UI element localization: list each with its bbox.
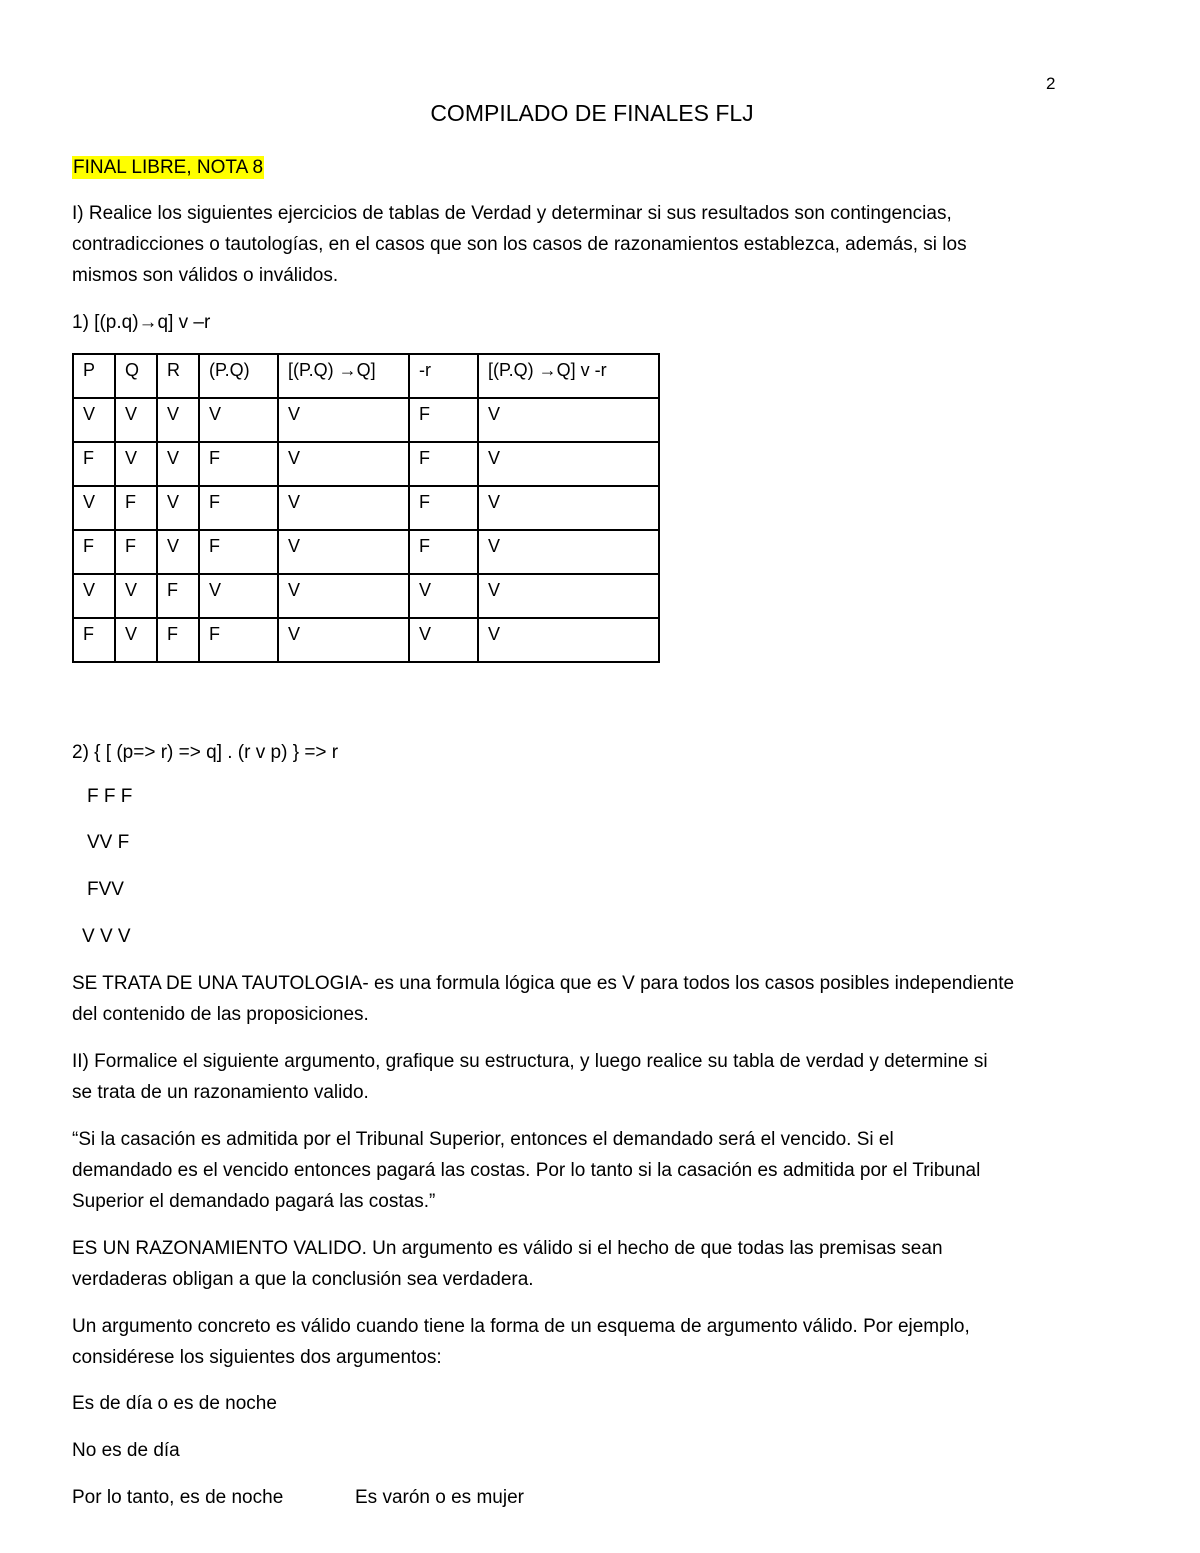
tautology-paragraph (72, 968, 1014, 1030)
intro-paragraph (72, 198, 967, 291)
paragraph-line: Un argumento concreto es válido cuando tiene la forma de un esquema de argumento válido. Por ejemplo, (72, 1316, 970, 1337)
table-cell: V (199, 574, 278, 618)
table-header-row (73, 354, 659, 398)
argument-line: No es de día (72, 1440, 180, 1461)
part-2-paragraph (72, 1046, 988, 1108)
argument-line: Por lo tanto, es de noche (72, 1487, 284, 1508)
paragraph-line: ES UN RAZONAMIENTO VALIDO. Un argumento es válido si el hecho de que todas las premisas sean (72, 1238, 943, 1259)
table-cell: V (115, 442, 157, 486)
paragraph-line: se trata de un razonamiento valido. (72, 1082, 369, 1103)
table-cell: V (73, 574, 115, 618)
table-cell: V (73, 398, 115, 442)
table-header: [(P.Q) →Q] (278, 354, 409, 398)
table-cell: V (199, 398, 278, 442)
table-cell: V (115, 398, 157, 442)
table-row (73, 574, 659, 618)
table-cell: F (199, 530, 278, 574)
table-cell: F (157, 618, 199, 662)
argument-2-line: Es varón o es mujer (355, 1487, 524, 1508)
table-cell: V (73, 486, 115, 530)
table-header: (P.Q) (199, 354, 278, 398)
paragraph-line: “Si la casación es admitida por el Tribunal Superior, entonces el demandado será el vencido. Si el (72, 1129, 894, 1150)
table-cell: F (409, 486, 478, 530)
table-cell: F (73, 618, 115, 662)
table-row (73, 618, 659, 662)
table-cell: V (157, 442, 199, 486)
table-cell: V (409, 618, 478, 662)
table-cell: F (115, 486, 157, 530)
table-cell: V (278, 574, 409, 618)
quote-paragraph (72, 1124, 980, 1217)
paragraph-line: demandado es el vencido entonces pagará las costas. Por lo tanto si la casación es admitida por el Tribunal (72, 1160, 981, 1181)
table-cell: V (478, 618, 659, 662)
paragraph-line: verdaderas obligan a que la conclusión sea verdadera. (72, 1269, 534, 1290)
table-cell: V (157, 398, 199, 442)
page-number: 2 (1046, 74, 1056, 93)
paragraph-line: Superior el demandado pagará las costas.” (72, 1191, 436, 1212)
truth-value-line: FVV (87, 879, 124, 900)
valid-paragraph (72, 1233, 943, 1295)
exercise-2-formula: 2) { [ (p=> r) => q] . (r v p) } => r (72, 742, 339, 763)
truth-value-line: V V V (82, 926, 131, 947)
table-row (73, 530, 659, 574)
paragraph-line: II) Formalice el siguiente argumento, grafique su estructura, y luego realice su tabla de verdad y determine si (72, 1051, 988, 1072)
table-header: R (157, 354, 199, 398)
table-cell: V (478, 486, 659, 530)
table-cell: V (115, 574, 157, 618)
paragraph-line: considérese los siguientes dos argumentos: (72, 1347, 442, 1368)
table-header: -r (409, 354, 478, 398)
exercise-1-formula: 1) [(p.q)→q] v –r (72, 312, 211, 333)
truth-value-line: F F F (87, 786, 133, 807)
paragraph-line: SE TRATA DE UNA TAUTOLOGIA- es una formula lógica que es V para todos los casos posibles independiente (72, 973, 1015, 994)
table-cell: V (157, 530, 199, 574)
table-header: Q (115, 354, 157, 398)
paragraph-line: del contenido de las proposiciones. (72, 1004, 369, 1025)
concrete-paragraph (72, 1311, 970, 1373)
truth-table (72, 353, 660, 663)
table-cell: V (157, 486, 199, 530)
table-row (73, 398, 659, 442)
intro-line: mismos son válidos o inválidos. (72, 265, 339, 286)
table-cell: F (409, 530, 478, 574)
table-row (73, 486, 659, 530)
table-cell: F (73, 442, 115, 486)
table-cell: F (199, 618, 278, 662)
table-cell: V (478, 442, 659, 486)
table-cell: F (73, 530, 115, 574)
argument-line: Es de día o es de noche (72, 1393, 277, 1414)
table-header: P (73, 354, 115, 398)
highlighted-heading: FINAL LIBRE, NOTA 8 (73, 157, 264, 178)
document-title: COMPILADO DE FINALES FLJ (430, 100, 754, 126)
table-cell: V (478, 574, 659, 618)
intro-line: contradicciones o tautologías, en el casos que son los casos de razonamientos establezca, además, si los (72, 234, 967, 255)
table-cell: F (199, 442, 278, 486)
table-cell: V (278, 398, 409, 442)
table-cell: F (157, 574, 199, 618)
table-cell: V (278, 442, 409, 486)
table-cell: F (409, 442, 478, 486)
table-row (73, 442, 659, 486)
table-cell: F (115, 530, 157, 574)
table-cell: V (278, 618, 409, 662)
table-cell: V (478, 398, 659, 442)
section-heading (72, 152, 264, 183)
table-cell: V (278, 530, 409, 574)
table-cell: V (278, 486, 409, 530)
table-cell: V (409, 574, 478, 618)
truth-value-line: VV F (87, 832, 130, 853)
table-cell: F (199, 486, 278, 530)
table-cell: V (478, 530, 659, 574)
table-cell: V (115, 618, 157, 662)
table-cell: F (409, 398, 478, 442)
intro-line: I) Realice los siguientes ejercicios de tablas de Verdad y determinar si sus resultados son contingencias, (72, 203, 952, 224)
table-header: [(P.Q) →Q] v -r (478, 354, 659, 398)
